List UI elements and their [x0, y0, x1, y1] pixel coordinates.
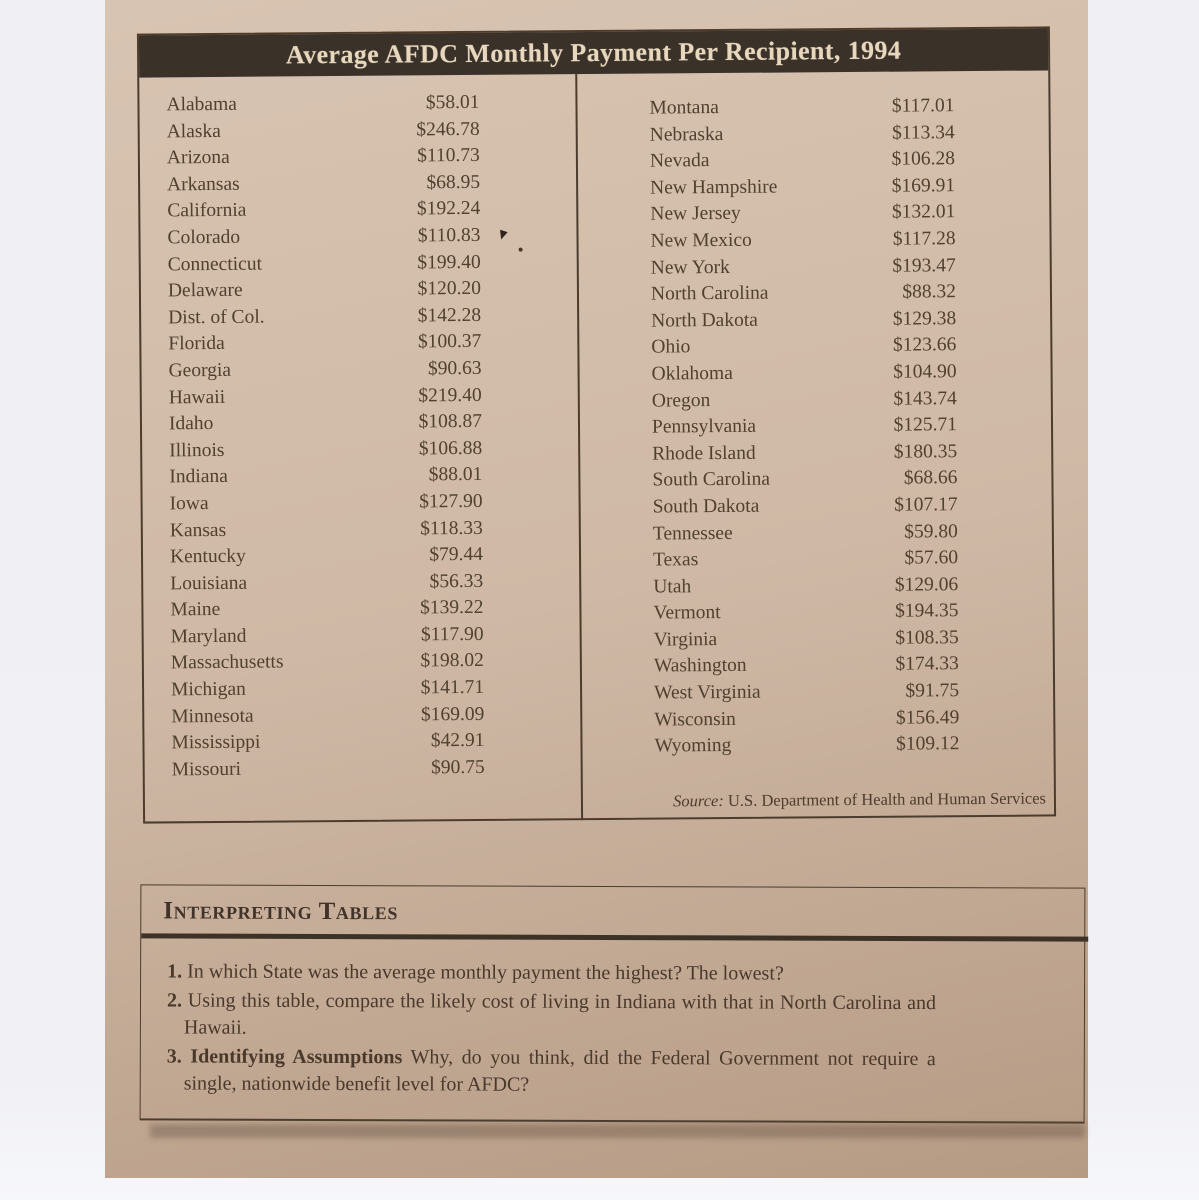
payment-amount: $88.01 [428, 464, 483, 486]
source-label: Source: [673, 791, 724, 811]
state-name: Mississippi [171, 731, 261, 754]
state-name: Iowa [169, 492, 209, 515]
table-row [142, 382, 578, 412]
question-list [141, 938, 937, 1100]
table-row [140, 169, 576, 199]
state-name: Vermont [653, 602, 721, 624]
table-row [143, 568, 579, 598]
payment-amount: $169.09 [420, 703, 485, 726]
payment-amount: $110.73 [417, 145, 480, 167]
table-row [143, 515, 579, 545]
table-row [141, 302, 577, 332]
table-row [141, 355, 577, 385]
payment-amount: $68.66 [903, 467, 958, 489]
table-row [144, 674, 580, 704]
page-bottom-shadow [150, 1124, 1085, 1138]
table-row [578, 146, 1049, 176]
payment-amount: $88.32 [902, 281, 957, 303]
table-row [578, 119, 1049, 149]
payment-amount: $79.44 [429, 543, 484, 566]
table-row [580, 438, 1051, 468]
payment-amount: $127.90 [419, 490, 483, 513]
state-name: Colorado [167, 226, 241, 249]
table-row [579, 252, 1050, 282]
state-name: Florida [168, 333, 225, 355]
table-row [141, 328, 577, 358]
question-text: Using this table, compare the likely cost of living in Indiana with that in North Carolina and Hawaii. [183, 989, 937, 1039]
payment-amount: $110.83 [417, 224, 481, 247]
payment-amount: $113.34 [891, 121, 955, 144]
question-item [167, 1043, 936, 1101]
payment-amount: $100.37 [417, 331, 482, 353]
table-row [581, 545, 1052, 575]
state-name: Michigan [170, 678, 246, 701]
question-text: Why, do you think, did the Federal Government not require a single, nationwide benefit level for AFDC? [183, 1045, 936, 1096]
payment-amount: $106.28 [891, 148, 956, 170]
print-artifact-dot [519, 248, 523, 252]
table-row [578, 199, 1049, 229]
table-row [144, 701, 580, 731]
table-row [143, 488, 579, 518]
payment-amount: $104.90 [893, 361, 957, 383]
table-title: Average AFDC Monthly Payment Per Recipient, 1994 [285, 35, 902, 70]
table-row [582, 677, 1053, 707]
payment-amount: $117.28 [892, 228, 956, 250]
payment-amount: $199.40 [417, 251, 481, 273]
table-row [144, 621, 580, 651]
state-name: New York [650, 256, 730, 279]
payment-amount: $125.71 [893, 414, 958, 436]
table-row [144, 727, 580, 757]
table-row [580, 385, 1051, 415]
payment-amount: $90.75 [430, 756, 485, 779]
state-name: Oregon [651, 389, 711, 412]
state-name: Georgia [168, 359, 232, 382]
state-name: Illinois [169, 439, 225, 462]
state-name: Alaska [166, 120, 221, 142]
table-row [140, 222, 576, 252]
payment-amount: $198.02 [420, 650, 484, 672]
state-name: Missouri [171, 758, 242, 781]
table-row [145, 754, 581, 784]
payment-amount: $91.75 [905, 680, 960, 702]
table-row [577, 92, 1048, 122]
payment-amount: $117.90 [420, 623, 484, 646]
state-name: Indiana [169, 466, 228, 488]
interpreting-tables-heading: Interpreting Tables [163, 897, 399, 926]
table-row [143, 541, 579, 571]
payment-amount: $107.17 [894, 494, 958, 516]
state-name: Massachusetts [170, 651, 284, 674]
question-item [167, 958, 936, 988]
table-row [142, 461, 578, 491]
scanned-page [105, 0, 1088, 1178]
payment-amount: $108.35 [895, 627, 959, 649]
state-name: Arizona [166, 147, 230, 169]
state-name: Virginia [653, 628, 718, 651]
payment-amount: $57.60 [904, 547, 959, 569]
state-name: Montana [649, 97, 719, 119]
payment-amount: $117.01 [891, 95, 955, 117]
state-name: Kentucky [169, 545, 246, 568]
question-number: 1. [167, 960, 183, 983]
table-row [581, 518, 1052, 548]
state-name: Texas [652, 549, 699, 571]
state-name: New Jersey [650, 203, 741, 225]
table-row [579, 279, 1050, 309]
payment-amount: $59.80 [904, 520, 958, 543]
state-name: Ohio [651, 336, 691, 358]
state-name: Kansas [169, 519, 227, 541]
state-name: Idaho [168, 413, 214, 435]
payment-amount: $68.95 [426, 171, 481, 194]
table-row [582, 731, 1053, 761]
state-name: North Dakota [651, 309, 758, 332]
table-row [143, 594, 579, 624]
state-name: Rhode Island [652, 442, 756, 465]
state-name: Louisiana [170, 572, 248, 595]
state-name: Dist. of Col. [168, 306, 265, 329]
payment-amount: $109.12 [896, 733, 960, 755]
table-row [141, 249, 577, 279]
table-row [580, 412, 1051, 442]
payment-amount: $174.33 [895, 653, 959, 676]
interpreting-tables-box [140, 884, 1086, 1123]
question-number: 3. [166, 1044, 182, 1067]
table-row [140, 142, 576, 172]
state-name: Minnesota [171, 705, 254, 728]
payment-amount: $129.38 [892, 307, 957, 330]
state-name: South Dakota [652, 495, 760, 518]
payment-amount: $108.87 [418, 411, 483, 433]
table-column-left [139, 74, 583, 823]
table-row [581, 598, 1052, 628]
table-row [142, 408, 578, 438]
payment-amount: $180.35 [893, 440, 958, 463]
payment-amount: $106.88 [418, 437, 483, 460]
payment-amount: $156.49 [895, 706, 960, 729]
state-name: Hawaii [168, 386, 226, 408]
table-row [140, 196, 576, 226]
state-name: West Virginia [654, 681, 761, 704]
state-name: Tennessee [652, 522, 733, 545]
table-row [140, 116, 576, 146]
table-row [580, 358, 1051, 388]
source-line [673, 788, 1046, 811]
table-row [578, 225, 1049, 255]
table-row [142, 435, 578, 465]
payment-amount: $132.01 [891, 201, 956, 224]
table-row [579, 305, 1050, 335]
table-row [581, 571, 1052, 601]
state-name: Nevada [649, 150, 710, 172]
table-row [144, 648, 580, 678]
payment-amount: $56.33 [429, 570, 484, 593]
payment-amount: $169.91 [891, 174, 956, 197]
state-name: California [167, 200, 247, 222]
payment-amount: $141.71 [420, 676, 485, 699]
question-item [167, 987, 936, 1045]
state-name: South Carolina [652, 468, 771, 491]
state-name: Washington [653, 655, 747, 678]
payment-amount: $90.63 [427, 357, 482, 380]
payment-amount: $246.78 [416, 118, 480, 140]
table-column-right [577, 70, 1054, 820]
payment-amount: $42.91 [430, 730, 485, 752]
payment-amount: $194.35 [895, 600, 959, 622]
payment-amount: $193.47 [892, 254, 956, 277]
table-row [579, 332, 1050, 362]
state-name: Arkansas [167, 173, 240, 196]
question-lead: Identifying Assumptions [190, 1045, 403, 1068]
question-number: 2. [166, 988, 183, 1011]
table-row [581, 491, 1052, 521]
state-name: Wyoming [654, 735, 732, 757]
payment-amount: $139.22 [419, 597, 484, 619]
state-name: North Carolina [650, 282, 769, 305]
table-row [582, 624, 1053, 654]
state-name: Delaware [167, 279, 243, 302]
state-name: New Hampshire [650, 176, 778, 199]
afdc-payment-table [137, 26, 1056, 823]
table-row [141, 275, 577, 305]
state-name: Alabama [166, 93, 237, 116]
table-row [580, 465, 1051, 495]
state-name: Utah [653, 575, 692, 598]
table-title-bar [139, 28, 1048, 77]
table-body [139, 70, 1054, 823]
payment-amount: $129.06 [894, 573, 959, 596]
table-row [139, 89, 575, 119]
payment-amount: $58.01 [425, 91, 480, 114]
payment-amount: $142.28 [417, 304, 482, 327]
state-name: Wisconsin [654, 708, 736, 731]
payment-amount: $219.40 [418, 384, 482, 406]
payment-amount: $118.33 [420, 517, 483, 539]
source-text: U.S. Department of Health and Human Services [727, 788, 1047, 810]
table-row [582, 704, 1053, 734]
payment-amount: $120.20 [417, 278, 482, 300]
payment-amount: $192.24 [416, 198, 481, 220]
state-name: New Mexico [650, 229, 752, 252]
payment-amount: $143.74 [893, 387, 957, 410]
state-name: Connecticut [167, 253, 263, 275]
state-name: Pennsylvania [651, 415, 757, 438]
state-name: Nebraska [649, 123, 724, 146]
state-name: Oklahoma [651, 362, 733, 385]
question-text: In which State was the average monthly payment the highest? The lowest? [187, 960, 784, 985]
table-row [578, 172, 1049, 202]
state-name: Maryland [170, 625, 247, 648]
table-row [582, 651, 1053, 681]
payment-amount: $123.66 [892, 334, 957, 357]
state-name: Maine [170, 599, 221, 621]
